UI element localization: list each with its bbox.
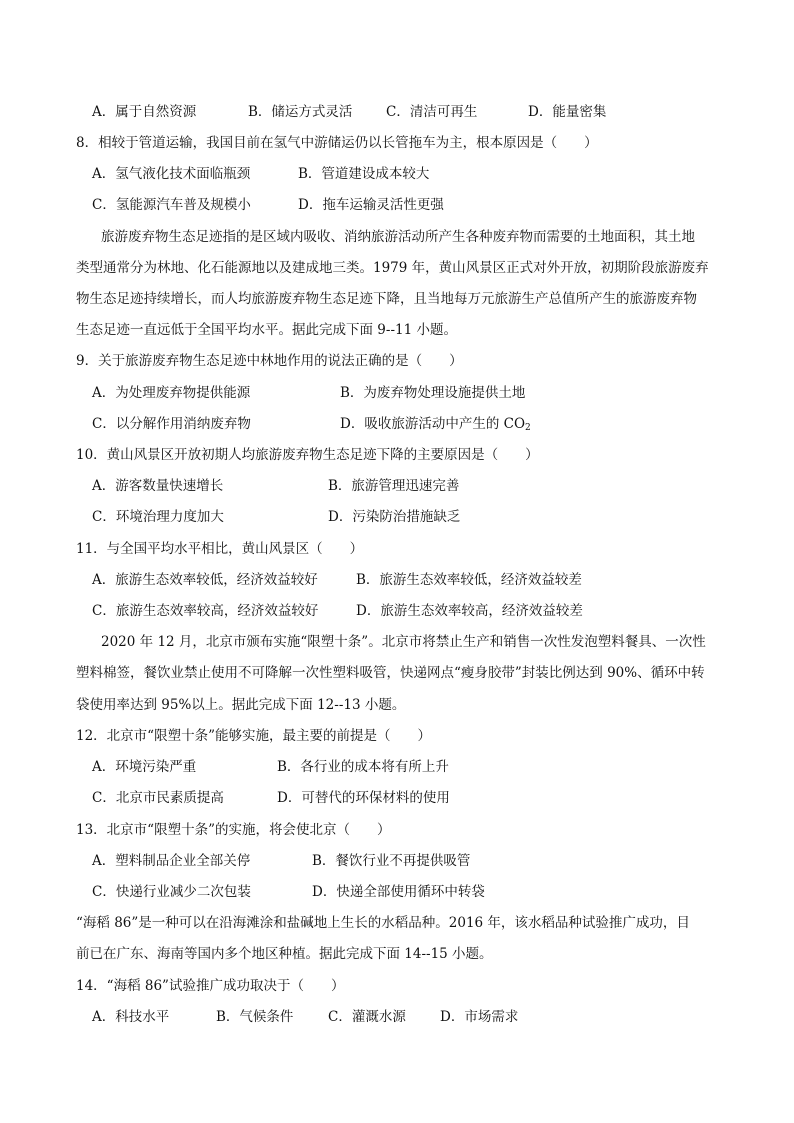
q13-option-a: A．塑料制品企业全部关停: [92, 853, 251, 869]
q14-option-d: D．市场需求: [440, 1009, 519, 1025]
q8-stem: 8．相较于管道运输，我国目前在氢气中游储运仍以长管拖车为主，根本原因是（ ）: [76, 135, 598, 151]
passage1-line-4: 生态足迹一直远低于全国平均水平。据此完成下面 9--11 小题。: [76, 322, 457, 338]
q7-option-d: D．能量密集: [528, 104, 607, 120]
q12-option-d: D．可替代的环保材料的使用: [277, 790, 450, 806]
q10-option-d: D．污染防治措施缺乏: [328, 509, 461, 525]
q9-option-d-subscript: 2: [525, 423, 531, 433]
q11-option-c: C．旅游生态效率较高，经济效益较好: [92, 603, 319, 619]
q9-stem: 9．关于旅游废弃物生态足迹中林地作用的说法正确的是（ ）: [76, 353, 463, 369]
q8-option-b: B．管道建设成本较大: [298, 166, 430, 182]
q9-option-a: A．为处理废弃物提供能源: [92, 385, 251, 401]
q7-option-b: B．储运方式灵活: [248, 104, 353, 120]
q8-option-c: C．氢能源汽车普及规模小: [92, 197, 251, 213]
q7-option-a: A．属于自然资源: [92, 104, 197, 120]
passage1-line-2: 类型通常分为林地、化石能源地以及建成地三类。1979 年，黄山风景区正式对外开放，初期阶段旅游废弃: [76, 260, 709, 276]
q7-option-c: C．清洁可再生: [386, 104, 478, 120]
q8-option-a: A．氢气液化技术面临瓶颈: [92, 166, 251, 182]
q13-option-d: D．快递全部使用循环中转袋: [312, 884, 485, 900]
q13-option-c: C．快递行业减少二次包装: [92, 884, 251, 900]
q10-option-a: A．游客数量快速增长: [92, 478, 224, 494]
q14-stem: 14．“海稻 86”试验推广成功取决于（ ）: [76, 978, 345, 994]
q9-option-d: [340, 414, 531, 434]
passage1-line-3: 物生态足迹持续增长，而人均旅游废弃物生态足迹下降，且当地每万元旅游生产总值所产生的旅游废弃物: [76, 291, 697, 307]
q12-stem: 12．北京市“限塑十条”能够实施，最主要的前提是（ ）: [76, 728, 431, 744]
passage3-line-2: 前已在广东、海南等国内多个地区种植。据此完成下面 14--15 小题。: [76, 946, 493, 962]
passage2-line-2: 塑料棉签，餐饮业禁止使用不可降解一次性塑料吸管，快递网点“瘦身胶带”封装比例达到 90%、循环中转: [76, 665, 705, 681]
q12-option-c: C．北京市民素质提高: [92, 790, 224, 806]
passage3-line-1: “海稻 86”是一种可以在沿海滩涂和盐碱地上生长的水稻品种。2016 年，该水稻品种试验推广成功，目: [76, 915, 690, 931]
q12-option-b: B．各行业的成本将有所上升: [277, 759, 449, 775]
q11-option-d: D．旅游生态效率较高，经济效益较差: [356, 603, 583, 619]
q12-option-a: A．环境污染严重: [92, 759, 197, 775]
q11-stem: 11．与全国平均水平相比，黄山风景区（ ）: [76, 541, 364, 557]
q9-option-c: C．以分解作用消纳废弃物: [92, 416, 251, 432]
q14-option-a: A．科技水平: [92, 1009, 170, 1025]
q14-option-c: C．灌溉水源: [328, 1009, 406, 1025]
q8-option-d: D．拖车运输灵活性更强: [298, 197, 444, 213]
passage2-line-1: 2020 年 12 月，北京市颁布实施“限塑十条”。北京市将禁止生产和销售一次性发泡塑料餐具、一次性: [101, 634, 706, 650]
q13-stem: 13．北京市“限塑十条”的实施，将会使北京（ ）: [76, 822, 391, 838]
q10-option-c: C．环境治理力度加大: [92, 509, 224, 525]
q11-option-b: B．旅游生态效率较低，经济效益较差: [356, 572, 582, 588]
q11-option-a: A．旅游生态效率较低，经济效益较好: [92, 572, 318, 588]
passage2-line-3: 袋使用率达到 95%以上。据此完成下面 12--13 小题。: [76, 697, 406, 713]
q13-option-b: B．餐饮行业不再提供吸管: [312, 853, 471, 869]
q9-option-b: B．为废弃物处理设施提供土地: [340, 385, 526, 401]
q10-option-b: B．旅游管理迅速完善: [328, 478, 460, 494]
q14-option-b: B．气候条件: [216, 1009, 294, 1025]
passage1-line-1: 旅游废弃物生态足迹指的是区域内吸收、消纳旅游活动所产生各种废弃物而需要的土地面积，其土地: [101, 229, 695, 245]
q10-stem: 10．黄山风景区开放初期人均旅游废弃物生态足迹下降的主要原因是（ ）: [76, 447, 539, 463]
q9-option-d-text: D．吸收旅游活动中产生的 CO: [340, 416, 526, 432]
